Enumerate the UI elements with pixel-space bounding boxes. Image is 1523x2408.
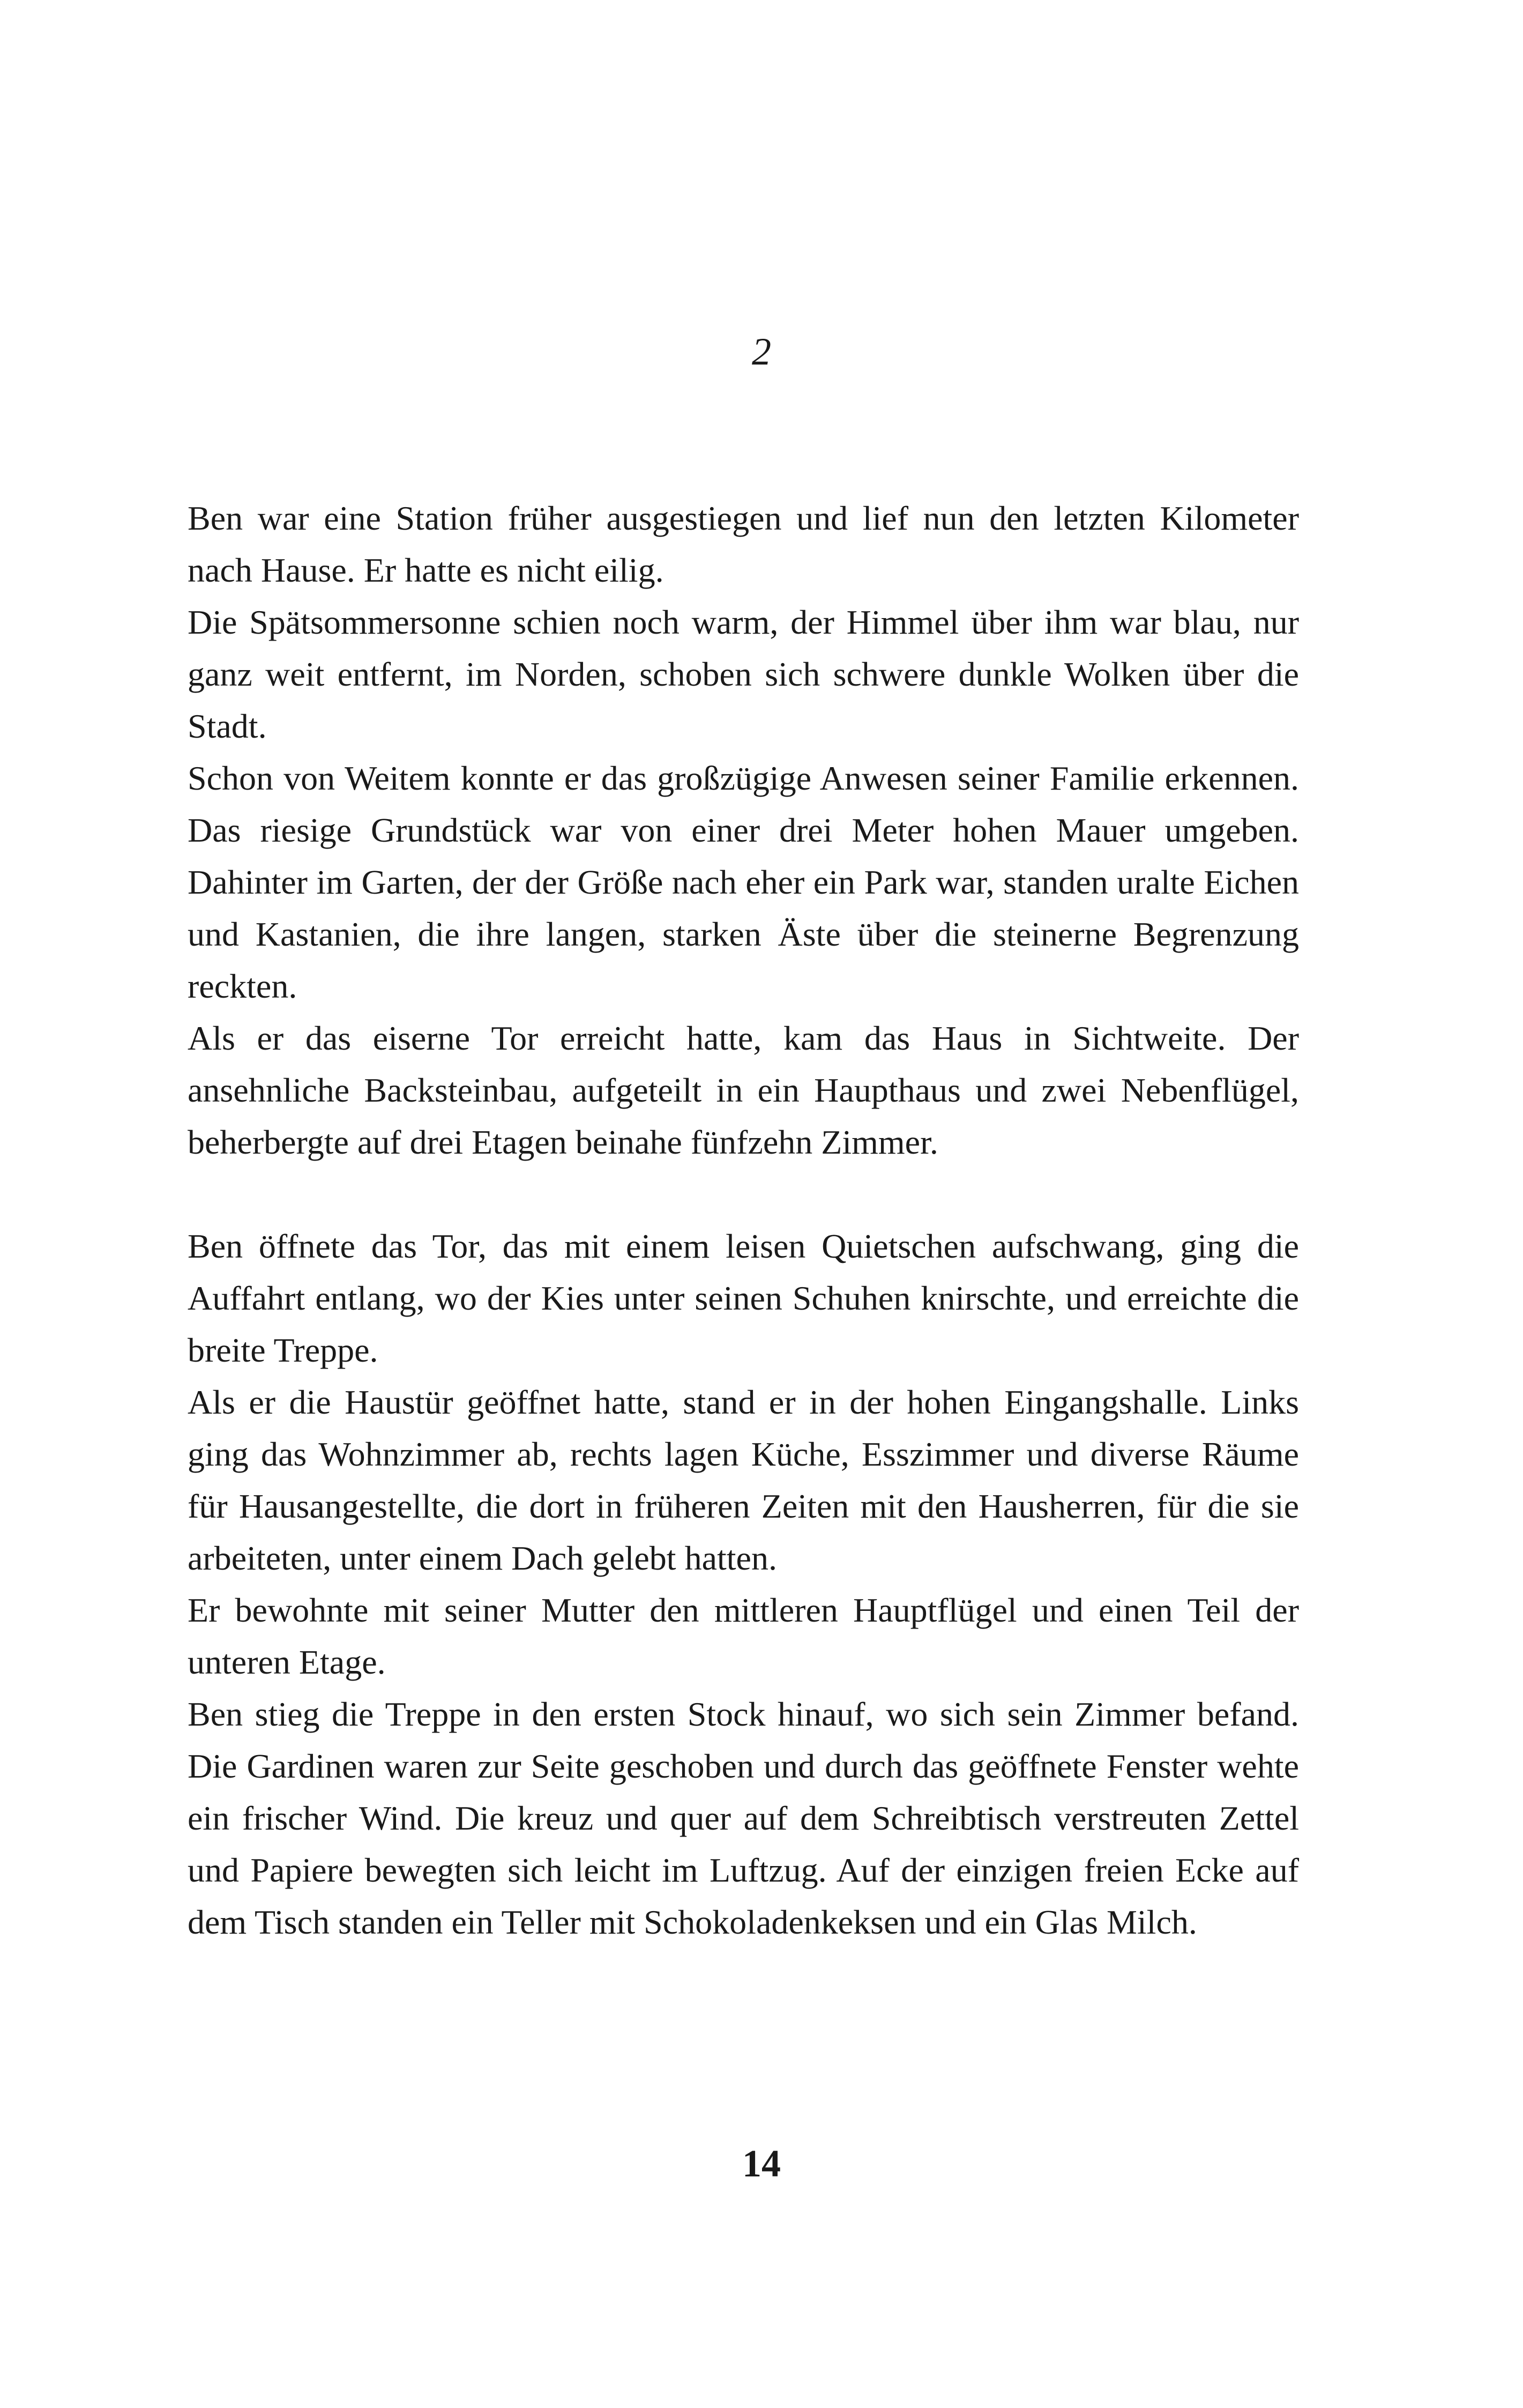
page-number: 14 — [742, 2142, 781, 2185]
paragraph: Er bewohnte mit seiner Mutter den mittleren Hauptflügel und einen Teil der unteren Etage. — [188, 1591, 1299, 1681]
paragraph: Als er das eiserne Tor erreicht hatte, kam das Haus in Sichtweite. Der ansehnliche Backsteinbau, aufgeteilt in ein Haupthaus und zwei Nebenflügel, beherbergte auf drei Etagen beinahe fünfzehn Zimmer. — [188, 1019, 1299, 1161]
paragraph: Ben war eine Station früher ausgestiegen und lief nun den letzten Kilometer nach Hause. Er hatte es nicht eilig. — [188, 499, 1299, 589]
chapter-number: 2 — [752, 330, 771, 373]
paragraph: Ben stieg die Treppe in den ersten Stock hinauf, wo sich sein Zimmer befand. Die Gardinen waren zur Seite geschoben und durch das geöffnete Fenster wehte ein frischer Wind. Die kreuz und quer auf dem Schreibtisch verstreuten Zettel und Papiere bewegten sich leicht im Luftzug. Auf der einzigen freien Ecke auf dem Tisch standen ein Teller mit Schokoladenkeksen und ein Glas Milch. — [188, 1695, 1299, 1941]
paragraph: Als er die Haustür geöffnet hatte, stand er in der hohen Eingangshalle. Links ging das Wohnzimmer ab, rechts lagen Küche, Esszimmer und diverse Räume für Hausangestellte, die dort in früheren Zeiten mit den Hausherren, für die sie arbeiteten, unter einem Dach gelebt hatten. — [188, 1383, 1299, 1577]
body-text — [188, 492, 1299, 1948]
paragraph: Schon von Weitem konnte er das großzügige Anwesen seiner Familie erkennen. Das riesige Grundstück war von einer drei Meter hohen Mauer umgeben. Dahinter im Garten, der der Größe nach eher ein Park war, standen uralte Eichen und Kastanien, die ihre langen, starken Äste über die steinerne Begrenzung reckten. — [188, 759, 1299, 1005]
paragraph: Ben öffnete das Tor, das mit einem leisen Quietschen aufschwang, ging die Auffahrt entlang, wo der Kies unter seinen Schuhen knirschte, und erreichte die breite Treppe. — [188, 1227, 1299, 1369]
paragraph: Die Spätsommersonne schien noch warm, der Himmel über ihm war blau, nur ganz weit entfernt, im Norden, schoben sich schwere dunkle Wolken über die Stadt. — [188, 603, 1299, 745]
